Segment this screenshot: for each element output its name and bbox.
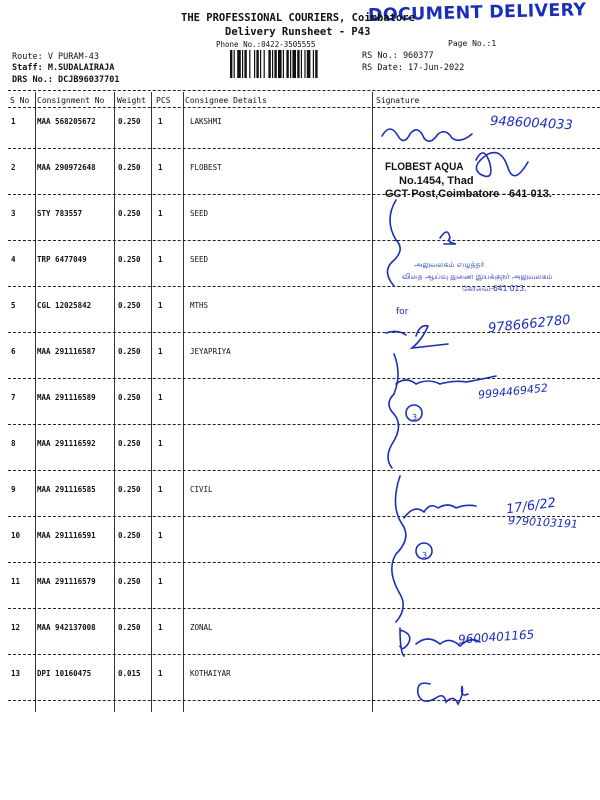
handwritten-phone: 9486004033: [489, 113, 574, 134]
staff-label: Staff: M.SUDALAIRAJA: [12, 63, 115, 73]
handwritten-date: 17/6/22: [505, 495, 557, 518]
signature-stroke: [387, 200, 400, 286]
col-divider: [151, 92, 152, 712]
row-pcs: 1: [158, 301, 163, 310]
row-pcs: 1: [158, 531, 163, 540]
row-weight: 0.250: [118, 209, 141, 218]
row-weight: 0.250: [118, 531, 141, 540]
tamil-stamp-line: அலுவலகம் எழுத்தர்: [414, 260, 485, 269]
col-header-pcs: PCS: [156, 96, 171, 105]
row-sno: 12: [11, 623, 21, 632]
row-consignee: LAKSHMI: [190, 117, 222, 126]
col-divider: [183, 92, 184, 712]
signature-marks: [376, 108, 600, 716]
row-sno: 3: [11, 209, 16, 218]
barcode-bar: [278, 50, 282, 78]
row-consignee: KOTHAIYAR: [190, 669, 231, 678]
phone-number: Phone No.:0422-3505555: [216, 40, 316, 49]
row-weight: 0.250: [118, 623, 141, 632]
signature-stroke: [418, 683, 468, 704]
row-sno: 11: [11, 577, 21, 586]
col-divider: [35, 92, 36, 712]
row-consignment: MAA 568205672: [37, 117, 96, 126]
barcode-bar: [234, 50, 235, 78]
row-weight: 0.250: [118, 393, 141, 402]
row-sno: 10: [11, 531, 21, 540]
col-header-consignment: Consignment No: [37, 96, 105, 105]
tamil-stamp-line: கோவை-641 013.: [462, 284, 527, 293]
row-consignee: ZONAL: [190, 623, 213, 632]
row-weight: 0.250: [118, 163, 141, 172]
barcode-bar: [297, 50, 299, 78]
row-weight: 0.250: [118, 439, 141, 448]
row-sno: 9: [11, 485, 16, 494]
row-consignment: CGL 12025842: [37, 301, 92, 310]
signature-stroke: [396, 376, 496, 384]
flobest-stamp-line: FLOBEST AQUA: [385, 161, 464, 174]
barcode-bar: [292, 50, 296, 78]
row-consignment: TRP 6477049: [37, 255, 87, 264]
rs-number: RS No.: 960377: [362, 51, 434, 61]
col-header-weight: Weight: [117, 96, 146, 105]
tamil-stamp-line: விதை ஆய்வு துணை இயக்குநர் அலுவலகம்: [402, 272, 553, 281]
col-header-sno: S No: [10, 96, 30, 105]
runsheet-subtitle: Delivery Runsheet - P43: [225, 26, 371, 38]
handwritten-phone: 9790103191: [507, 514, 579, 531]
row-weight: 0.250: [118, 301, 141, 310]
row-consignment: MAA 291116592: [37, 439, 96, 448]
row-sno: 8: [11, 439, 16, 448]
row-consignment: DPI 10160475: [37, 669, 92, 678]
row-consignee: CIVIL: [190, 485, 213, 494]
barcode-bar: [283, 50, 284, 78]
flobest-stamp-line: GCT Post,Coimbatore - 641 013.: [385, 188, 552, 200]
barcode-bar: [307, 50, 311, 78]
row-pcs: 1: [158, 393, 163, 402]
row-sno: 5: [11, 301, 16, 310]
handwritten-phone: 9994469452: [477, 381, 549, 402]
row-pcs: 1: [158, 347, 163, 356]
signature-text: 3: [412, 413, 418, 422]
row-pcs: 1: [158, 485, 163, 494]
row-weight: 0.250: [118, 117, 141, 126]
row-weight: 0.015: [118, 669, 141, 678]
barcode-bar: [272, 50, 273, 78]
row-pcs: 1: [158, 209, 163, 218]
barcode-bar: [254, 50, 255, 78]
col-divider: [372, 92, 373, 712]
row-pcs: 1: [158, 669, 163, 678]
row-consignment: MAA 291116585: [37, 485, 96, 494]
row-sno: 13: [11, 669, 21, 678]
row-sno: 1: [11, 117, 16, 126]
col-header-consignee: Consignee Details: [185, 96, 267, 105]
barcode-bar: [264, 50, 265, 78]
flobest-stamp-line: No.1454, Thad: [399, 175, 474, 187]
col-header-signature: Signature: [376, 96, 420, 105]
barcode-bar: [290, 50, 291, 78]
row-weight: 0.250: [118, 347, 141, 356]
row-consignment: MAA 942137008: [37, 623, 96, 632]
route-label: Route: V PURAM-43: [12, 52, 99, 62]
row-pcs: 1: [158, 439, 163, 448]
barcode-bar: [304, 50, 305, 78]
barcode-bar: [286, 50, 288, 78]
row-consignment: MAA 290972648: [37, 163, 96, 172]
barcode-bar: [244, 50, 246, 78]
row-consignment: MAA 291116589: [37, 393, 96, 402]
row-consignee: JEYAPRIYA: [190, 347, 231, 356]
row-consignment: MAA 291116591: [37, 531, 96, 540]
row-weight: 0.250: [118, 577, 141, 586]
signature-stroke: [392, 476, 406, 622]
document-delivery-stamp: DOCUMENT DELIVERY: [367, 0, 587, 26]
barcode-bar: [242, 50, 243, 78]
barcode-bar: [313, 50, 314, 78]
barcode-icon: [230, 50, 346, 78]
row-pcs: 1: [158, 577, 163, 586]
row-consignee: FLOBEST: [190, 163, 222, 172]
row-sno: 7: [11, 393, 16, 402]
barcode-bar: [237, 50, 241, 78]
handwritten-phone: 9786662780: [487, 312, 572, 337]
signature-stroke: [388, 354, 399, 468]
row-consignment: MAA 291116587: [37, 347, 96, 356]
barcode-bar: [249, 50, 250, 78]
row-pcs: 1: [158, 255, 163, 264]
row-sno: 2: [11, 163, 16, 172]
row-consignment: STY 783557: [37, 209, 83, 218]
drs-number: DRS No.: DCJB96037701: [12, 75, 120, 85]
barcode-bar: [230, 50, 232, 78]
row-pcs: 1: [158, 163, 163, 172]
col-divider: [114, 92, 115, 712]
signature-stroke: [476, 153, 528, 177]
signature-stroke: [440, 232, 456, 244]
page-title: THE PROFESSIONAL COURIERS, Coimbatore: [181, 12, 415, 24]
page-number: Page No.:1: [448, 39, 497, 48]
table-top-rule: [8, 90, 600, 91]
row-consignee: SEED: [190, 255, 209, 264]
row-pcs: 1: [158, 117, 163, 126]
row-consignee: SEED: [190, 209, 209, 218]
row-consignment: MAA 291116579: [37, 577, 96, 586]
barcode-bar: [256, 50, 258, 78]
signature-stroke: [404, 505, 476, 518]
row-consignee: MTHS: [190, 301, 209, 310]
barcode-bar: [260, 50, 261, 78]
rs-date: RS Date: 17-Jun-2022: [362, 63, 465, 73]
barcode-bar: [315, 50, 317, 78]
signature-stroke: [400, 628, 480, 656]
signature-stroke: [386, 326, 448, 348]
row-weight: 0.250: [118, 255, 141, 264]
barcode-bar: [301, 50, 302, 78]
row-sno: 6: [11, 347, 16, 356]
row-weight: 0.250: [118, 485, 141, 494]
signature-text: for: [396, 307, 409, 317]
signature-text: 3: [422, 551, 428, 560]
barcode-bar: [268, 50, 270, 78]
handwritten-phone: 9600401165: [457, 627, 535, 647]
signature-stroke: [382, 129, 472, 141]
barcode-bar: [274, 50, 276, 78]
row-pcs: 1: [158, 623, 163, 632]
row-sno: 4: [11, 255, 16, 264]
